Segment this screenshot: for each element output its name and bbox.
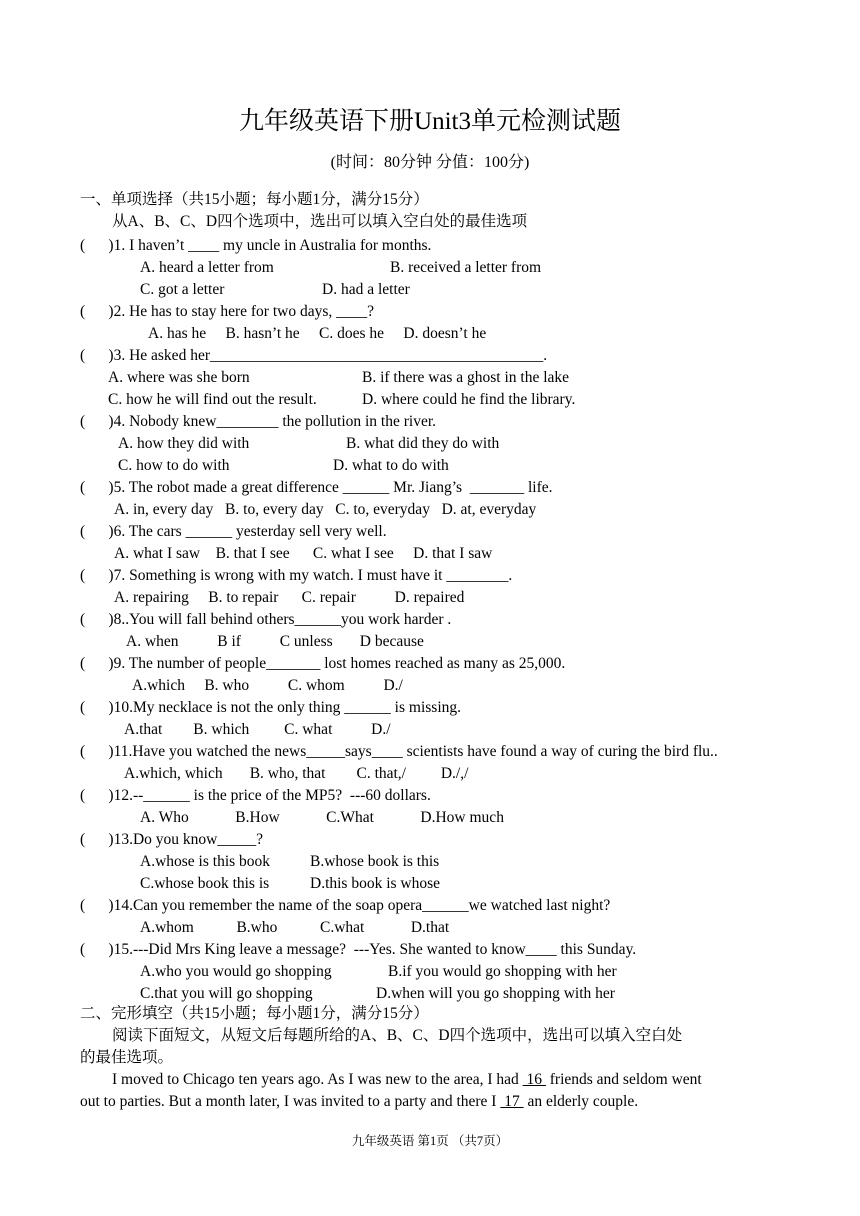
page-title: 九年级英语下册Unit3单元检测试题 xyxy=(239,108,621,135)
question-4-option-b: B. what did they do with xyxy=(346,435,500,452)
passage-line-2 xyxy=(80,1092,638,1112)
question-1-option-b: B. received a letter from xyxy=(390,259,542,276)
question-15-option-c: C.that you will go shopping xyxy=(140,985,313,1002)
question-2-options: A. has he B. hasn’t he C. does he D. doesn’t he xyxy=(148,325,487,342)
question-3-option-a: A. where was she born xyxy=(108,369,250,386)
question-13-option-c: C.whose book this is xyxy=(140,875,270,892)
exam-info: (时间：80分钟 分值：100分) xyxy=(330,154,530,171)
question-5-stem: ( )5. The robot made a great difference ______ Mr. Jiang’s _______ life. xyxy=(80,479,553,496)
question-4-option-a: A. how they did with xyxy=(118,435,250,452)
question-8-stem: ( )8..You will fall behind others______you work harder . xyxy=(80,611,452,628)
section2-heading: 二、完形填空（共15小题；每小题1分，满分15分） xyxy=(80,1005,429,1022)
question-9-stem: ( )9. The number of people_______ lost homes reached as many as 25,000. xyxy=(80,655,566,672)
question-4-option-c: C. how to do with xyxy=(118,457,230,474)
question-8-options: A. when B if C unless D because xyxy=(126,633,424,650)
question-13-stem: ( )13.Do you know_____? xyxy=(80,831,263,848)
question-3-option-b: B. if there was a ghost in the lake xyxy=(362,369,570,386)
question-4-option-d: D. what to do with xyxy=(333,457,449,474)
passage-text: I moved to Chicago ten years ago. As I was new to the area, I had xyxy=(112,1071,523,1088)
question-7-options: A. repairing B. to repair C. repair D. repaired xyxy=(114,589,465,606)
blank-16: 16 xyxy=(522,1071,546,1088)
question-3-option-d: D. where could he find the library. xyxy=(362,391,576,408)
question-13-option-d: D.this book is whose xyxy=(310,875,441,892)
question-12-stem: ( )12.--______ is the price of the MP5? ---60 dollars. xyxy=(80,787,431,804)
question-1-stem: ( )1. I haven’t ____ my uncle in Australia for months. xyxy=(80,237,432,254)
question-3-stem: ( )3. He asked her___________________________________________. xyxy=(80,347,548,364)
page-footer: 九年级英语 第1页 （共7页） xyxy=(351,1134,509,1148)
question-3-option-c: C. how he will find out the result. xyxy=(108,391,317,408)
question-9-options: A.which B. who C. whom D./ xyxy=(132,677,403,694)
question-7-stem: ( )7. Something is wrong with my watch. I must have it ________. xyxy=(80,567,513,584)
question-10-options: A.that B. which C. what D./ xyxy=(124,721,391,738)
section1-heading: 一、单项选择（共15小题；每小题1分，满分15分） xyxy=(80,191,429,208)
section1-instruction: 从A、B、C、D四个选项中，选出可以填入空白处的最佳选项 xyxy=(112,213,528,230)
question-15-stem: ( )15.---Did Mrs King leave a message? ---Yes. She wanted to know____ this Sunday. xyxy=(80,941,637,958)
question-4-stem: ( )4. Nobody knew________ the pollution in the river. xyxy=(80,413,437,430)
passage-text: out to parties. But a month later, I was invited to a party and there I xyxy=(80,1093,501,1110)
question-13-option-b: B.whose book is this xyxy=(310,853,440,870)
question-6-stem: ( )6. The cars ______ yesterday sell very well. xyxy=(80,523,387,540)
question-14-options: A.whom B.who C.what D.that xyxy=(140,919,450,936)
question-11-stem: ( )11.Have you watched the news_____says____ scientists have found a way of curing the bird flu.. xyxy=(80,743,718,760)
question-12-options: A. Who B.How C.What D.How much xyxy=(140,809,504,826)
section2-instruction-line2: 的最佳选项。 xyxy=(80,1049,174,1066)
passage-line-1 xyxy=(112,1070,702,1090)
blank-17: 17 xyxy=(500,1093,524,1110)
question-15-option-b: B.if you would go shopping with her xyxy=(388,963,617,980)
question-6-options: A. what I saw B. that I see C. what I see D. that I saw xyxy=(114,545,493,562)
question-5-options: A. in, every day B. to, every day C. to, everyday D. at, everyday xyxy=(114,501,537,518)
question-15-option-d: D.when will you go shopping with her xyxy=(376,985,615,1002)
question-13-option-a: A.whose is this book xyxy=(140,853,271,870)
question-2-stem: ( )2. He has to stay here for two days, ____? xyxy=(80,303,374,320)
question-15-option-a: A.who you would go shopping xyxy=(140,963,332,980)
passage-text: an elderly couple. xyxy=(523,1093,639,1110)
question-1-option-c: C. got a letter xyxy=(140,281,225,298)
section2-instruction-line1: 阅读下面短文，从短文后每题所给的A、B、C、D四个选项中，选出可以填入空白处 xyxy=(112,1027,683,1044)
passage-text: friends and seldom went xyxy=(545,1071,702,1088)
question-14-stem: ( )14.Can you remember the name of the soap opera______we watched last night? xyxy=(80,897,611,914)
question-1-option-d: D. had a letter xyxy=(322,281,410,298)
question-11-options: A.which, which B. who, that C. that,/ D./,/ xyxy=(124,765,469,782)
question-10-stem: ( )10.My necklace is not the only thing ______ is missing. xyxy=(80,699,462,716)
question-1-option-a: A. heard a letter from xyxy=(140,259,274,276)
